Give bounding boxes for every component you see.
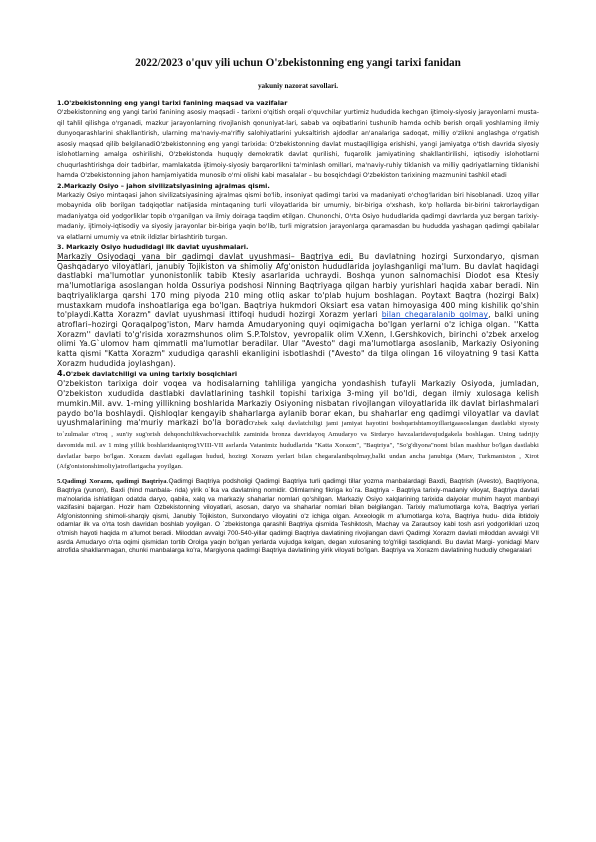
question-4-body-main: O'zbekiston tarixiga doir voqea va hodisalarning tahliliga yangicha yondashish tufayli Markaziy Osiyoda, jumladan, O'zbekiston xududida dastlabki davlatlarining tashkil topishi tarixiga 3-ming yil bo'ldi, degan ilmiy xulosaga kelish mumkin.Mil. avv. 1-ming yillikning boshlarida Markaziy Osiyoning nisbatan rivojlangan viloyatlarida ilk davlat birlashmalari paydo bo'la boshlaydi. Qishloqlar kengayib shaharlarga aylanib borar ekan, bu shaharlar eng qadimgi viloyatlar va davlat uyushmalarining ma'muriy markazi bo'la borad — [57, 379, 539, 428]
question-3-body — [57, 252, 539, 368]
question-4-body — [57, 379, 539, 472]
question-3-heading — [57, 243, 539, 252]
page-title: 2022/2023 o'quv yili uchun O'zbekistonning eng yangi tarixi fanidan — [135, 57, 461, 69]
question-4-heading-text: O'zbek davlatchiligi va uning tarixiy bosqichlari — [65, 370, 238, 379]
question-4-body-serif: O'zbek xalqi davlatchiligi jami jamiyat hayotini boshqarishtamoyillarigaasoslangan dastlabki siyosiy to`zulmalar o'troq , sun'iy sug'orish dehqonchilikvachorvachilik zaminida bronza davridayoq Amudaryo va Sirdaryo havzalaridavujudgakela boshlagan. Uning tadrijiy davomida mil. av 1 ming yillik boshlaridaaniqrog'iVIII-VII asrlarda Vatanimiz hududlarida "Katta Xorazm", "Baqtriya", "So'g'diyona"nomi bilan mashhur bo'lgan dastlabki davlatlar barpo bo'lgan. Xorazm davlati egallagan hudud, hozirgi Xorazm yerlari bilan chegaralanibqolmay,balki undan ancha janubiga (Marv, Turkmaniston , Xirot (Afg'onistonshimoliy)atroflarigacha yoyilgan. — [57, 420, 540, 471]
question-5-body-text: .Qadimgi Baqtriya podsholigi Qadimgi Baqtriya turli qadimgi tillar yozma manbalardagi Baxdi, Baqtrish (Avesto), Baqtriyona, Baqtriya (yunon), Baxli (hind manbala- rida) yirik o`lka va davlatning nomidir. Olimlarning fikriga ko`ra. Baqtriya - Baqtriya tarixiy-madaniy viloyat, Baqtriya davlati ma'nolarida ishlatilgan odatda daryo, qabila, xalq va markaziy shaharlar nomlari qo'shilgan. Markaziy Osiyo xalqlarining tarixida daiyolar muhim hayot manbayi vazifasini bajargan. Hozir ham Ozbekistonning viloyatlari, asosan, daryo va shaharlar nomlari bilan belgilangan. Tarixiy ma'lumotlarga ko'ra, Baqtriya yerlari Afg'onistonning shimoli-sharqiy qismi, Janubiy Tojikiston, Surxondaryo viloyatini o'z ichiga olgan. Arxeologik m a'lumotlarga ko'ra, Baqtriya hudu- dida ibtidoiy odamlar ilk va o'rta tosh davridan boshlab yoyilgan. O `zbekistonga qarashli Baqtriya qismida Teshiktosh, Machay va Zarautsoy kabi tosh asri yodgorliklari uzoq o'tmish hayoti haqida m a'lumot beradi. Miloddan avvalgi 700-540-yillar qadimgi Baqtriya davlatining rivojlangan davri Qadimgi Xorazm davlati miloddan avvalgi VII asrda Amudaryo o'rta oqimi qismidan tortib Orolga yaqin bo'lgan yerlarda vujudga kelgan, degan xulosaning to'g'riligi tasdiqlandi. Bu davlat Margi- yonidagi Marv atrofida shakllanmagan, chunki manbalarga ko'ra, Margiyona qadimgi Baqtriya davlatining yirik viloyati bo'lgan. Baqtriya va Xorazm davlatining hududiy chegaralari — [57, 478, 539, 555]
question-4-heading-number: 4. — [57, 369, 66, 379]
question-3-body-part-a: Bu davlatning hozirgi Surxondaryo, qisman Qashqadaryo viloyatlari, janubiy Tojikiston va shimoliy Afg'oniston hududlarida joylashganligi ma'lum. Bu davlat haqidagi dastlabki ma'lumotlar yunonistonlik tabib Ktesiy asarlarida uchraydi. Boshqa yunon salnomachisi Diodot esa Ktesiy ma'lumotlariga asoslangan holda Ossuriya podshosi Ninning Baqtriyaga qilgan harbiy yurishlari haqida xabar beradi. Nin baqtriyaliklarga qarshi 170 ming piyoda 210 ming otliq askar to'plab hujum boshlagan. Poytaxt Baqtra (hozirgi Balx) mustaxkam mudofa inshoatlariga ega bo'lgan. Baqtriya hukmdori Oksiart esa vatan himoyasiga 400 ming kishilik qo'shin to'playdi.Katta Xorazm" davlat uyushmasi ittifoqi hududi hozirgi Xorazm yerlari — [57, 252, 539, 320]
question-5-heading: 5.Qadimgi Xorazm, qadimgi Baqtriya — [57, 478, 167, 486]
page-subtitle: yakuniy nazorat savollari. — [257, 82, 339, 90]
question-2-heading-text: 2.Markaziy Osiyo – jahon sivilizatsiyasining ajralmas qismi — [57, 181, 268, 190]
question-3-heading-text: 3. Markaziy Osiyo hududidagi ilk davlat uyushmalari — [57, 243, 246, 251]
question-1-heading: 1.O'zbekistonning eng yangi tarixi fanining maqsad va vazifalar — [57, 99, 288, 107]
document-page — [57, 56, 539, 556]
question-2-heading-suffix: . — [267, 181, 270, 190]
question-2-body: Markaziy Osiyo mintaqasi jahon sivilizatsiyasining ajralmas qismi bo'lib, insoniyat qadimgi tarixi va madaniyati o'chog'laridan biri hisoblanadi. Uzoq yillar mobaynida olib borilgan tadqiqotlar natijasida mintaqaning turli viloyatlarida bir umumiy, bir-biriga o'xshash, ko'p hollarda bir-birini takrorlaydigan madaniyatga oid yodgorliklar topib o'rganilgan va ilmiy doiraga taqdim etilgan. Chunonchi, O'rta Osiyo hududlarida qadimgi davrlarda yuz bergan tarixiy-madaniy, ijtimoiy-iqtisodiy va siyosiy jarayonlar bir-biriga yaqin bo'lib, turli migratsion jarayonlarga qaramasdan bu hududda yashagan qadimgi qabilalar va elatlarni umumiy va etnik ildizlar birlashtirib turgan. — [57, 191, 539, 241]
question-4-heading — [57, 369, 539, 379]
question-3-heading-suffix: . — [246, 243, 249, 251]
question-5-body — [57, 478, 539, 556]
question-2-heading — [57, 182, 539, 191]
question-3-inline-link[interactable]: bilan chegaralanib qolmay — [381, 310, 489, 320]
question-1-body: O'zbekistonning eng yangi tarixi fanining asosiy maqsadi - tarixni o'qitish orqali o'quvchilar yurtimiz hududida kechgan ijtimoiy-siyosiy jarayonlarni musta-qil tahlil qilishga o'rganadi, mazkur jarayonlarning rivojlanish qonuniyat-lari, sabab va oqibatlarini tushunib hamda ochib berish orqali yoshlarning ilmiy dunyoqarashlarini shakllantirish, ularning ma'naviy-ma'rifiy salohiyatlarini yuksaltirish ajdodlar an'analariga sadoqat, milliy o'zlikni anglashga o'rgatish asosiy maqsad qilib belgilanadiO'zbekistonning eng yangi tarixida: O'zbekistonning davlat mustaqilligiga erishishi, yangi jamiyatga o'tish davrida siyosiy islohotlarning amalga oshirilishi, O'zbekistonda huquqiy demokratik davlat qurilishi, fuqarolik jamiyatining shakllantirilishi, iqtisodiy islohotlarni chuqurlashtirishga doir tadbirlar, mamlakatda ijtimoiy-siyosiy barqarorlikni ta'minlash omillari, ma'naviy-ruhiy tiklanish va milliy qadriyatlarning tiklanishi hamda O'zbekistonning jahon hamjamiyatida munosib o'rni olishi kabi masalalar – bu bosqichdagi O'zbekiston tarixining mazmunini tashkil etadi — [57, 109, 539, 179]
question-3-body-part-b: , balki uning atroflari–hozirgi Qoraqalpog'iston, Marv hamda Amudaryoning quyi oqimigacha bo'lgan yerlarni o'z ichiga olgan. ''Katta Xorazm'' davlati to'g'risida xorazmshunos olim S.P.Tolstov, yevropalik olim V.Xenn, I.Gershkovich, birinchi o'zbek arxelog olimi Ya.G`ulomov ham qimmatli ma'lumotlar beradilar. Ular "Avesto" dagi ma'lumotlarga asoslanib, Markaziy Osiyoning katta qismi "Katta Xorazm" xududiga qarashli ekanligini isbotlashdi ("Avesto" da tilga olingan 16 viloyatning 9 tasi Katta Xorazm hududida joylashgan). — [57, 310, 539, 368]
question-3-underlined-lead: Markaziy Osiyodagi yana bir qadimgi davlat uyushmasi– Baqtriya edi. — [57, 252, 354, 261]
